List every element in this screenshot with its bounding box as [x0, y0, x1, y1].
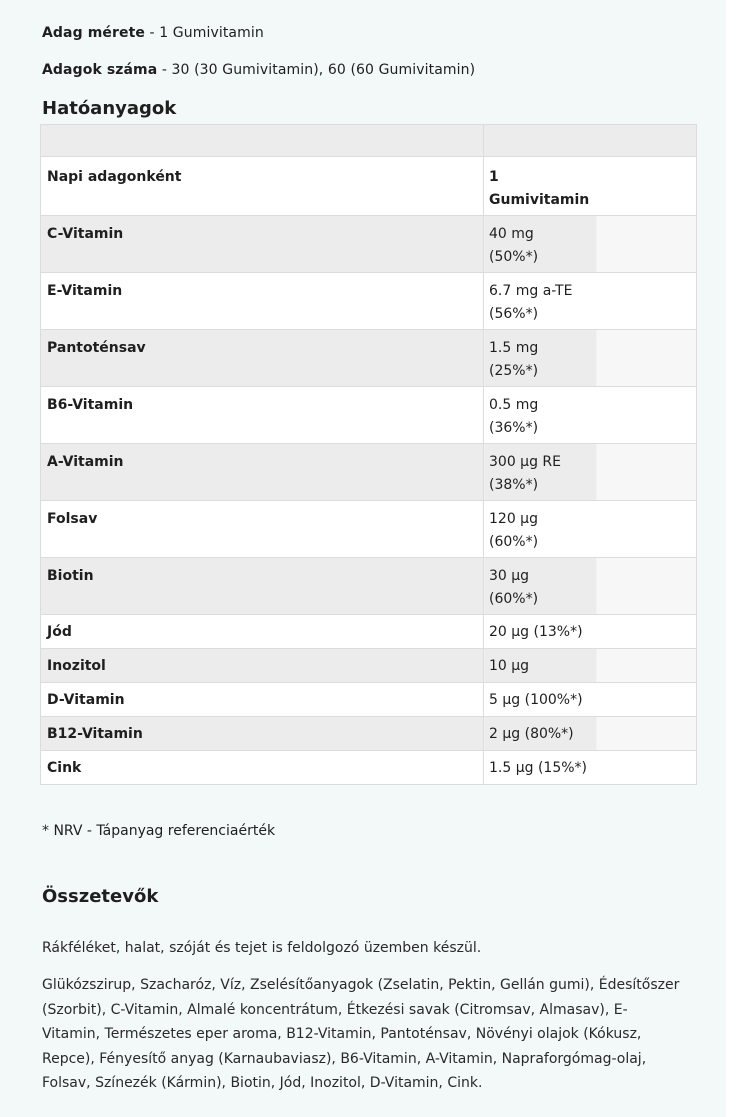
nutrient-amount — [484, 558, 697, 615]
nutrient-name: D-Vitamin — [41, 683, 484, 717]
nutrient-name: Folsav — [41, 501, 484, 558]
nutrient-name: Jód — [41, 615, 484, 649]
table-row — [41, 216, 697, 273]
servings-count-label: Adagok száma — [42, 62, 158, 78]
table-header-spacer — [41, 125, 697, 157]
nutrient-nrv-percent: (25%*) — [489, 363, 539, 379]
nutrient-amount — [484, 444, 697, 501]
nutrient-name: B6-Vitamin — [41, 387, 484, 444]
serving-size-label: Adag mérete — [42, 25, 145, 41]
nutrient-amount — [484, 387, 697, 444]
table-row — [41, 649, 697, 683]
table-row — [41, 387, 697, 444]
nutrient-name: Cink — [41, 751, 484, 785]
nutrient-amount-value: 30 µg — [489, 568, 530, 584]
nutrient-amount — [484, 683, 697, 717]
table-row — [41, 444, 697, 501]
nutrient-amount — [484, 216, 697, 273]
nutrient-name: Pantoténsav — [41, 330, 484, 387]
nutrient-amount — [484, 751, 697, 785]
active-ingredients-heading: Hatóanyagok — [42, 98, 177, 119]
nutrient-name: E-Vitamin — [41, 273, 484, 330]
servings-count-value: - 30 (30 Gumivitamin), 60 (60 Gumivitamin) — [157, 62, 476, 78]
nutrient-name: A-Vitamin — [41, 444, 484, 501]
table-row — [41, 273, 697, 330]
nutrient-amount-value: 300 µg RE — [489, 454, 561, 470]
nutrient-amount-value: 2 µg (80%*) — [489, 726, 574, 742]
nutrient-nrv-percent: (36%*) — [489, 420, 539, 436]
nutrient-amount-value: 0.5 mg — [489, 397, 539, 413]
nutrient-name: Biotin — [41, 558, 484, 615]
nutrient-name: B12-Vitamin — [41, 717, 484, 751]
allergen-note: Rákféléket, halat, szóját és tejet is feldolgozó üzemben készül. — [42, 940, 482, 956]
nutrient-amount-value: 1.5 µg (15%*) — [489, 760, 587, 776]
table-row — [41, 751, 697, 785]
table-row — [41, 615, 697, 649]
dose-column-header: 1 Gumivitamin — [484, 157, 697, 216]
nutrient-amount-value: 1.5 mg — [489, 340, 539, 356]
nrv-footnote: * NRV - Tápanyag referenciaérték — [42, 823, 276, 839]
ingredients-list: Glükózszirup, Szacharóz, Víz, Zselésítőanyagok (Zselatin, Pektin, Gellán gumi), Édesítőszer (Szorbit), C-Vitamin, Almalé koncentrátum, Étkezési savak (Citromsav, Almasav), E-Vitamin, Természetes eper aroma, B12-Vitamin, Pantoténsav, Növényi olajok (Kókusz, Repce), Fényesítő anyag (Karnaubaviasz), B6-Vitamin, A-Vitamin, Napraforgómag-olaj, Folsav, Színezék (Kármin), Biotin, Jód, Inozitol, D-Vitamin, Cink. — [42, 977, 680, 1091]
nutrient-amount-value: 6.7 mg a-TE — [489, 283, 573, 299]
table-row — [41, 330, 697, 387]
nutrient-amount — [484, 330, 697, 387]
nutrient-nrv-percent: (56%*) — [489, 306, 539, 322]
table-header-row — [41, 157, 697, 216]
nutrient-name: Inozitol — [41, 649, 484, 683]
nutrient-amount-value: 120 µg — [489, 511, 538, 527]
table-row — [41, 717, 697, 751]
nutrient-name: C-Vitamin — [41, 216, 484, 273]
table-row — [41, 501, 697, 558]
nutrient-amount — [484, 615, 697, 649]
nutrient-nrv-percent: (50%*) — [489, 249, 539, 265]
nutrient-amount-value: 40 mg — [489, 226, 534, 242]
table-row — [41, 558, 697, 615]
nutrient-nrv-percent: (60%*) — [489, 534, 539, 550]
nutrient-amount-value: 5 µg (100%*) — [489, 692, 583, 708]
per-daily-dose-header: Napi adagonként — [41, 157, 484, 216]
ingredients-heading: Összetevők — [42, 886, 159, 907]
nutrition-table — [40, 124, 697, 785]
serving-size-value: - 1 Gumivitamin — [144, 25, 264, 41]
nutrient-amount — [484, 501, 697, 558]
nutrient-amount — [484, 273, 697, 330]
serving-size-line — [42, 25, 264, 41]
nutrient-nrv-percent: (38%*) — [489, 477, 539, 493]
nutrient-nrv-percent: (60%*) — [489, 591, 539, 607]
table-row — [41, 683, 697, 717]
nutrient-amount-value: 10 µg — [489, 658, 530, 674]
nutrient-amount — [484, 717, 697, 751]
nutrient-amount — [484, 649, 697, 683]
nutrient-amount-value: 20 µg (13%*) — [489, 624, 583, 640]
servings-count-line — [42, 62, 475, 78]
